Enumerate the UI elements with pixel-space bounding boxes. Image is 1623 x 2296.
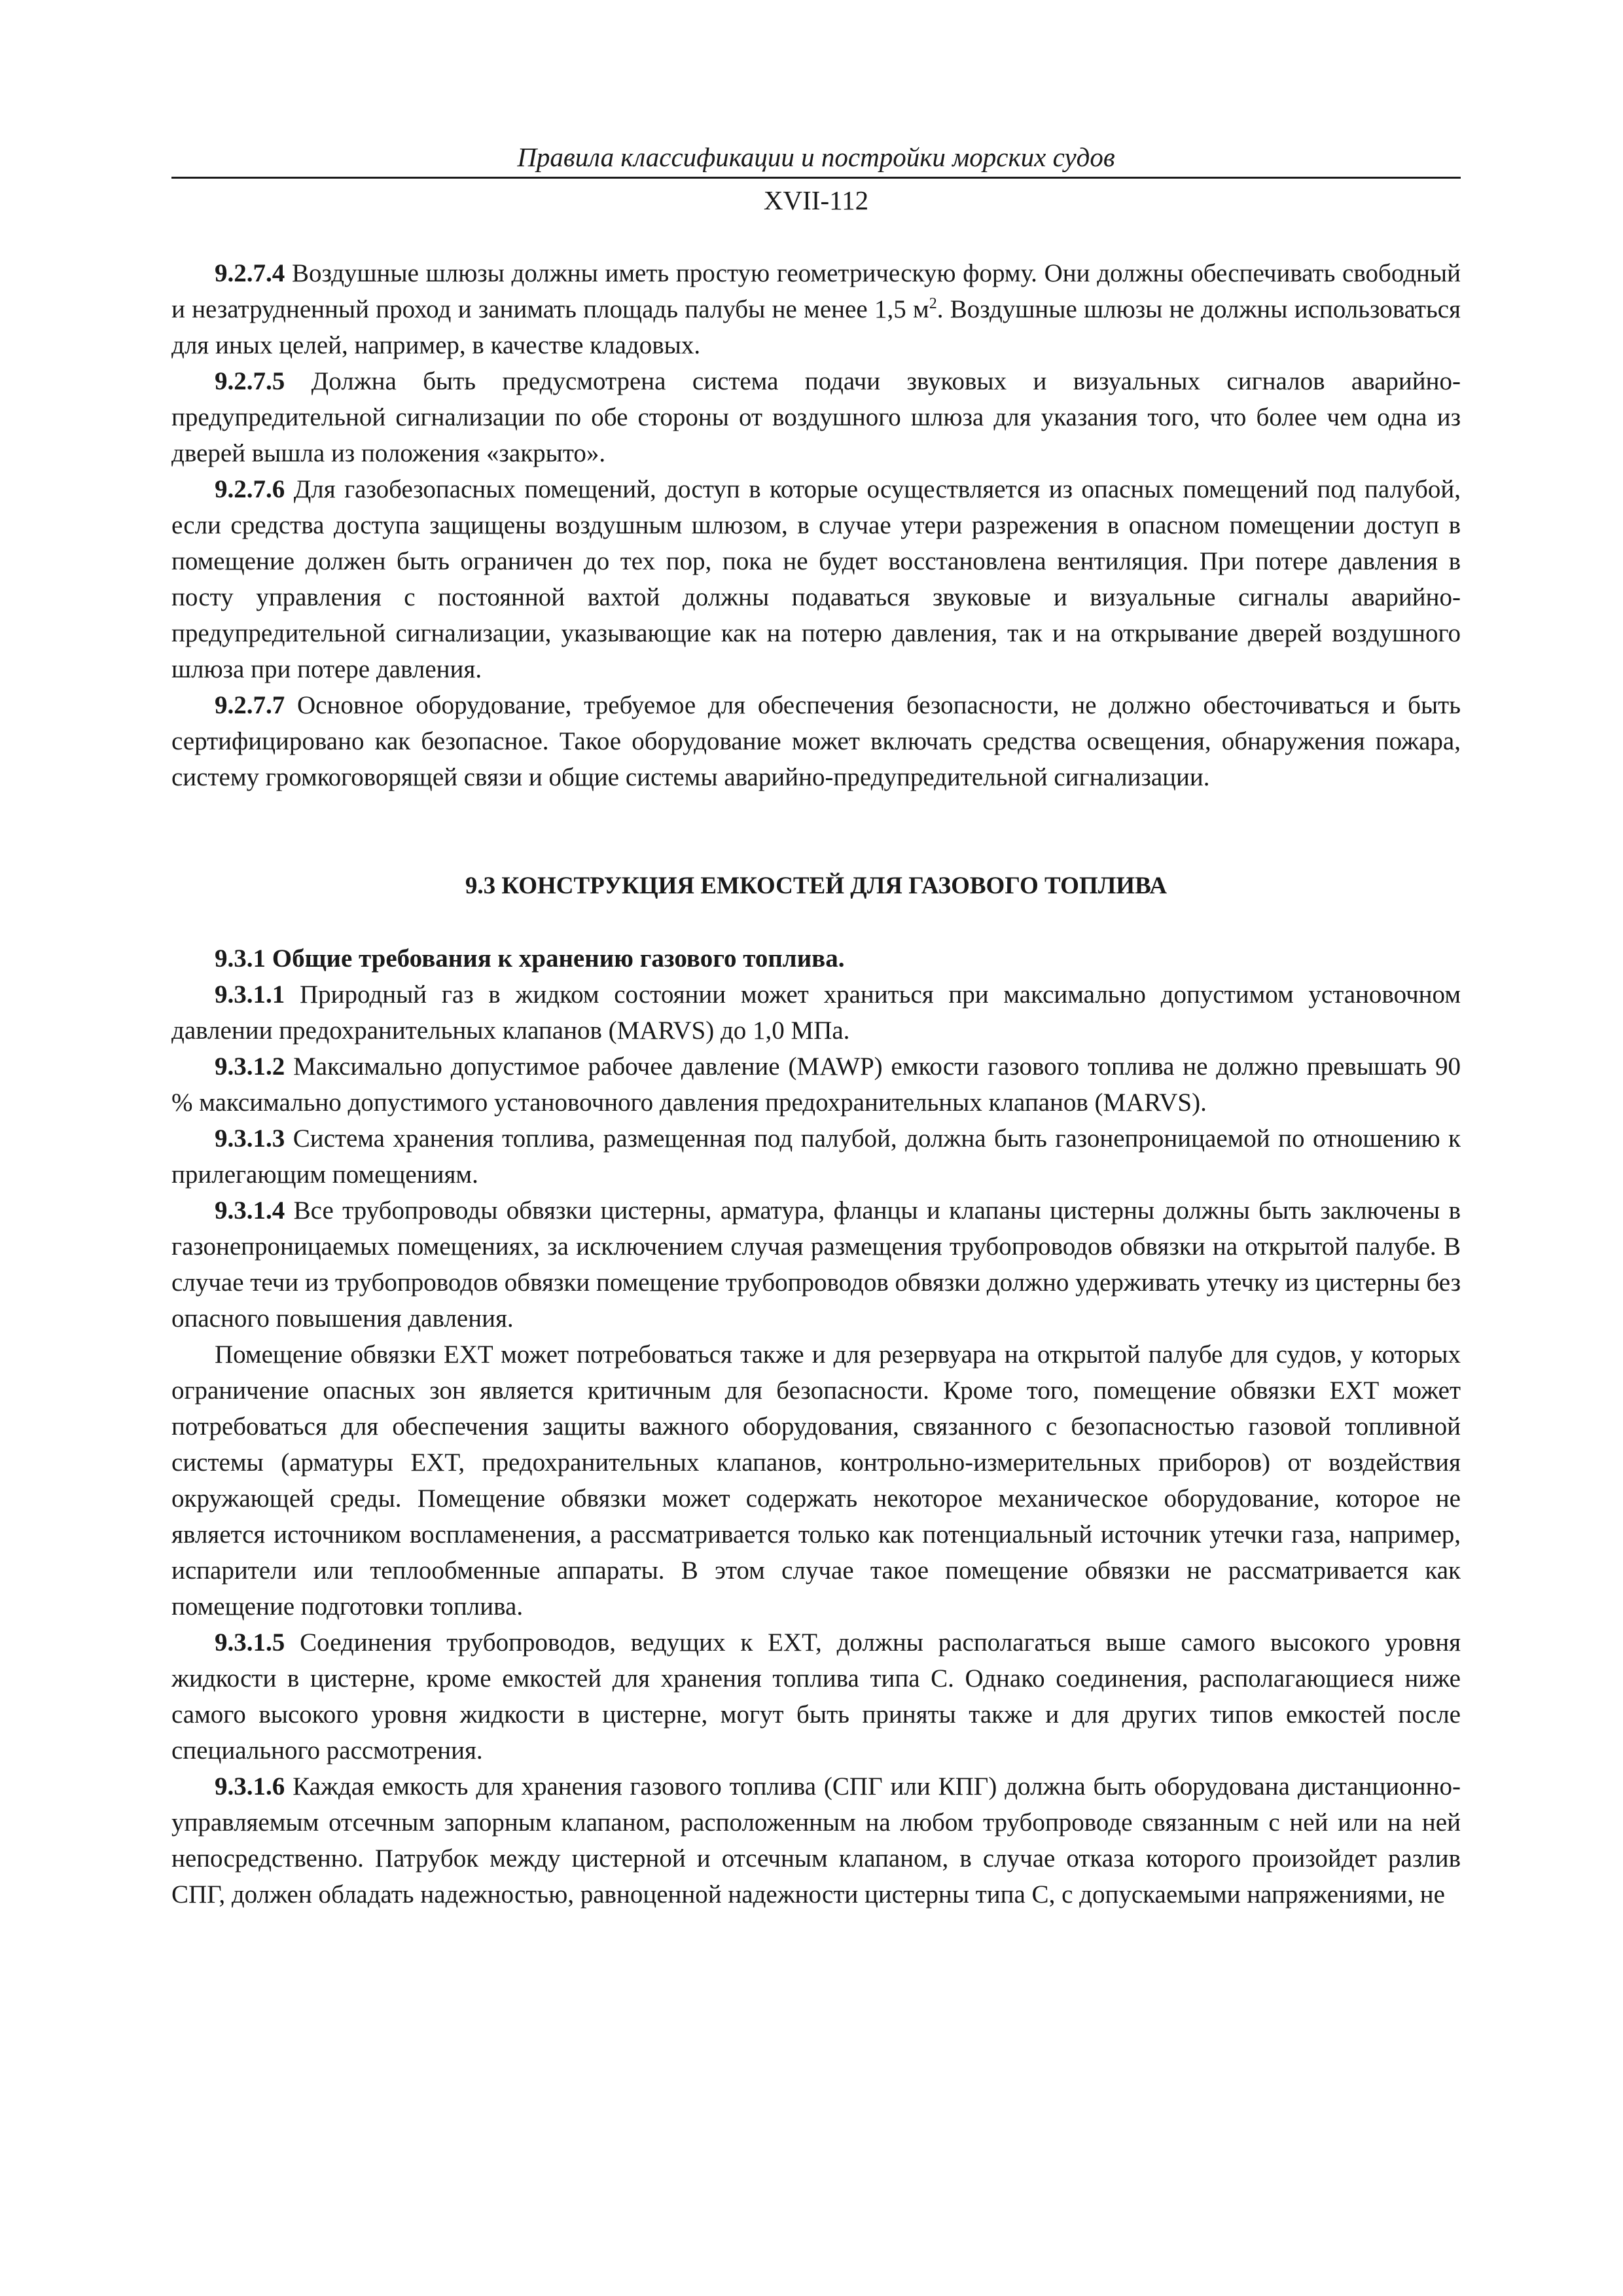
clause-number: 9.3.1.2: [215, 1052, 285, 1081]
paragraph-9-3-1-1: [171, 977, 1461, 1049]
clause-number: 9.2.7.7: [215, 691, 285, 719]
running-header-title: Правила классификации и постройки морских судов: [517, 142, 1115, 172]
paragraph-9-2-7-7: [171, 687, 1461, 795]
clause-number: 9.3.1.4: [215, 1196, 285, 1225]
body-text: [171, 255, 1461, 1912]
paragraph-9-3-1-5: [171, 1624, 1461, 1768]
superscript: 2: [929, 295, 937, 312]
clause-number: 9.2.7.6: [215, 475, 285, 503]
paragraph-text: Основное оборудование, требуемое для обеспечения безопасности, не должно обесточиваться и быть сертифицировано как безопасное. Такое оборудование может включать средства освещения, обнаружения пожара, систему громкоговорящей связи и общие системы аварийно-предупредительной сигнализации.: [171, 691, 1461, 791]
paragraph-text: Должна быть предусмотрена система подачи звуковых и визуальных сигналов аварийно-предупредительной сигнализации по обе стороны от воздушного шлюза для указания того, что более чем одна из дверей вышла из положения «закрыто».: [171, 367, 1461, 467]
clause-number: 9.3.1.1: [215, 980, 285, 1009]
paragraph-text: Воздушные шлюзы должны иметь простую геометрическую форму. Они должны обеспечивать свободный и незатрудненный проход и занимать площадь палубы не менее 1,5 м: [171, 259, 1461, 323]
clause-number: 9.3.1.5: [215, 1628, 285, 1657]
paragraph-9-2-7-6: [171, 471, 1461, 687]
paragraph-text: Система хранения топлива, размещенная под палубой, должна быть газонепроницаемой по отношению к прилегающим помещениям.: [171, 1124, 1461, 1189]
paragraph-9-3-1-4: [171, 1193, 1461, 1336]
paragraph-9-2-7-4: [171, 255, 1461, 363]
paragraph-text-tail: . Воздушные шлюзы не должны использоваться для иных целей, например, в качестве кладовых.: [171, 295, 1461, 359]
paragraph-text: Соединения трубопроводов, ведущих к EXT, должны располагаться выше самого высокого уровня жидкости в цистерне, кроме емкостей для хранения топлива типа С. Однако соединения, располагающиеся ниже самого высокого уровня жидкости в цистерне, могут быть приняты также и для других типов емкостей после специального рассмотрения.: [171, 1628, 1461, 1765]
paragraph-text: Все трубопроводы обвязки цистерны, арматура, фланцы и клапаны цистерны должны быть заключены в газонепроницаемых помещениях, за исключением случая размещения трубопроводов обвязки на открытой палубе. В случае течи из трубопроводов обвязки помещение трубопроводов обвязки должно удерживать утечку из цистерны без опасного повышения давления.: [171, 1196, 1461, 1333]
paragraph-text: Максимально допустимое рабочее давление (MAWP) емкости газового топлива не должно превышать 90 % максимально допустимого установочного давления предохранительных клапанов (MARVS).: [171, 1052, 1461, 1117]
header-rule: [171, 177, 1461, 179]
paragraph-text: Для газобезопасных помещений, доступ в которые осуществляется из опасных помещений под палубой, если средства доступа защищены воздушным шлюзом, в случае утери разрежения в опасном помещении доступ в помещение должен быть ограничен до тех пор, пока не будет восстановлена вентиляция. При потере давления в посту управления с постоянной вахтой должны подаваться звуковые и визуальные сигналы аварийно-предупредительной сигнализации, указывающие как на потерю давления, так и на открывание дверей воздушного шлюза при потере давления.: [171, 475, 1461, 683]
clause-number: 9.3.1.6: [215, 1772, 285, 1801]
paragraph-9-3-1-2: [171, 1049, 1461, 1121]
subheading-9-3-1: 9.3.1 Общие требования к хранению газового топлива.: [215, 944, 845, 973]
page-number: XVII-112: [763, 185, 869, 215]
paragraph-9-3-1-3: [171, 1121, 1461, 1193]
paragraph-9-3-1-6: [171, 1768, 1461, 1912]
section-heading-9-3: 9.3 КОНСТРУКЦИЯ ЕМКОСТЕЙ ДЛЯ ГАЗОВОГО ТОПЛИВА: [465, 872, 1168, 899]
clause-number: 9.2.7.4: [215, 259, 285, 287]
paragraph-9-2-7-5: [171, 363, 1461, 471]
clause-number: 9.3.1.3: [215, 1124, 285, 1153]
paragraph-text: Каждая емкость для хранения газового топлива (СПГ или КПГ) должна быть оборудована дистанционно-управляемым отсечным запорным клапаном, расположенным на любом трубопроводе связанным с ней или на ней непосредственно. Патрубок между цистерной и отсечным клапаном, в случае отказа которого произойдет разлив СПГ, должен обладать надежностью, равноценной надежности цистерны типа С, с допускаемыми напряжениями, не: [171, 1772, 1461, 1909]
paragraph-text: Природный газ в жидком состоянии может храниться при максимально допустимом установочном давлении предохранительных клапанов (MARVS) до 1,0 МПа.: [171, 980, 1461, 1045]
clause-number: 9.2.7.5: [215, 367, 285, 395]
paragraph-9-3-1-4-continued: Помещение обвязки EXT может потребоваться также и для резервуара на открытой палубе для судов, у которых ограничение опасных зон является критичным для безопасности. Кроме того, помещение обвязки EXT может потребоваться для обеспечения защиты важного оборудования, связанного с безопасностью газовой топливной системы (арматуры EXT, предохранительных клапанов, контрольно-измерительных приборов) от воздействия окружающей среды. Помещение обвязки может содержать некоторое механическое оборудование, которое не является источником воспламенения, а рассматривается только как потенциальный источник утечки газа, например, испарители или теплообменные аппараты. В этом случае такое помещение обвязки не рассматривается как помещение подготовки топлива.: [171, 1340, 1461, 1621]
